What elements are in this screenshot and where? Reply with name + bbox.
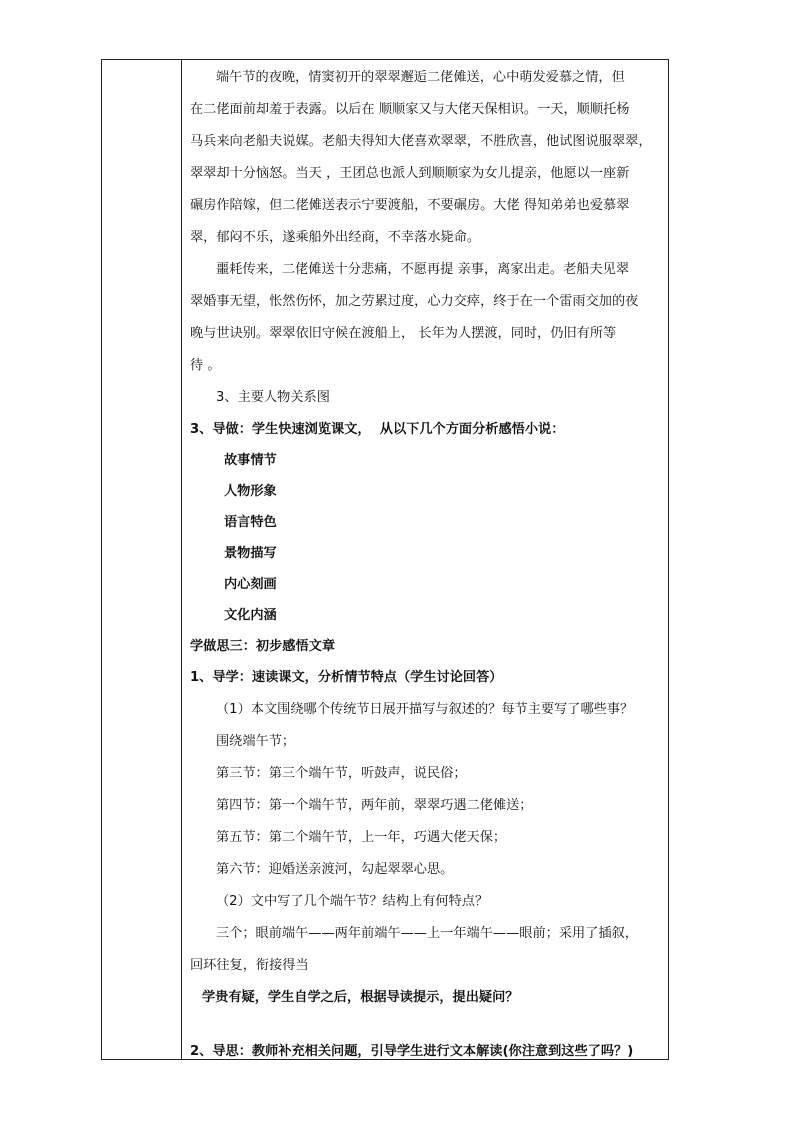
answer-line: 第六节：迎婚送亲渡河，勾起翠翠心思。 bbox=[216, 862, 454, 877]
doubt-prompt: 学贵有疑，学生自学之后，根据导读提示，提出疑问？ bbox=[202, 990, 519, 1005]
relation-chart-heading: 3、主要人物关系图 bbox=[216, 390, 330, 405]
lesson-table bbox=[101, 59, 669, 1060]
analysis-item: 故事情节 bbox=[224, 453, 277, 468]
text-line: 端午节的夜晚，情窦初开的翠翠邂逅二佬傩送，心中萌发爱慕之情，但 bbox=[216, 70, 625, 85]
guide-think-heading: 2、导思：教师补充相关问题，引导学生进行文本解读(你注意到这些了吗？) bbox=[190, 1044, 634, 1059]
text-line: 待 。 bbox=[190, 358, 221, 373]
analysis-item: 语言特色 bbox=[224, 515, 277, 530]
study-section-title: 学做思三：初步感悟文章 bbox=[190, 639, 336, 654]
question-1: （1）本文围绕哪个传统节日展开描写与叙述的？每节主要写了哪些事？ bbox=[216, 702, 634, 717]
answer-line: 围绕端午节； bbox=[216, 734, 296, 749]
text-line: 翠婚事无望，怅然伤怀，加之劳累过度，心力交瘁，终于在一个雷雨交加的夜 bbox=[190, 294, 639, 309]
analysis-item: 文化内涵 bbox=[224, 608, 277, 623]
guide-heading: 3、导做：学生快速浏览课文， 从以下几个方面分析感悟小说： bbox=[190, 422, 565, 437]
text-line: 噩耗传来，二佬傩送十分悲痛，不愿再提 亲事，离家出走。老船夫见翠 bbox=[216, 262, 630, 277]
left-column-cell bbox=[102, 60, 181, 1059]
analysis-item: 景物描写 bbox=[224, 546, 277, 561]
text-line: 马兵来向老船夫说媒。老船夫得知大佬喜欢翠翠，不胜欣喜，他试图说服翠翠， bbox=[190, 134, 652, 149]
answer-line: 第五节：第二个端午节，上一年，巧遇大佬天保； bbox=[216, 830, 507, 845]
guide-study-heading: 1、导学：速读课文，分析情节特点（学生讨论回答） bbox=[190, 670, 503, 685]
analysis-item: 人物形象 bbox=[224, 484, 277, 499]
answer-line: 三个；眼前端午——两年前端午——上一年端午——眼前；采用了插叙， bbox=[216, 926, 638, 941]
answer-line: 回环往复，衔接得当 bbox=[190, 958, 309, 973]
content-cell bbox=[182, 60, 669, 1059]
analysis-item: 内心刻画 bbox=[224, 577, 277, 592]
text-line: 在二佬面前却羞于表露。以后在 顺顺家又与大佬天保相识。一天，顺顺托杨 bbox=[190, 102, 630, 117]
answer-line: 第四节：第一个端午节，两年前，翠翠巧遇二佬傩送； bbox=[216, 798, 533, 813]
text-line: 碾房作陪嫁，但二佬傩送表示宁要渡船，不要碾房。大佬 得知弟弟也爱慕翠 bbox=[190, 198, 630, 213]
text-line: 翠翠却十分恼怒。当天 ，王团总也派人到顺顺家为女儿提亲，他愿以一座新 bbox=[190, 166, 630, 181]
answer-line: 第三节：第三个端午节，听鼓声，说民俗； bbox=[216, 766, 467, 781]
text-line: 晚与世诀别。翠翠依旧守候在渡船上， 长年为人摆渡，同时，仍旧有所等 bbox=[190, 326, 617, 341]
text-line: 翠，郁闷不乐，遂乘船外出经商，不幸落水毙命。 bbox=[190, 230, 481, 245]
question-2: （2）文中写了几个端午节？结构上有何特点？ bbox=[216, 894, 489, 909]
